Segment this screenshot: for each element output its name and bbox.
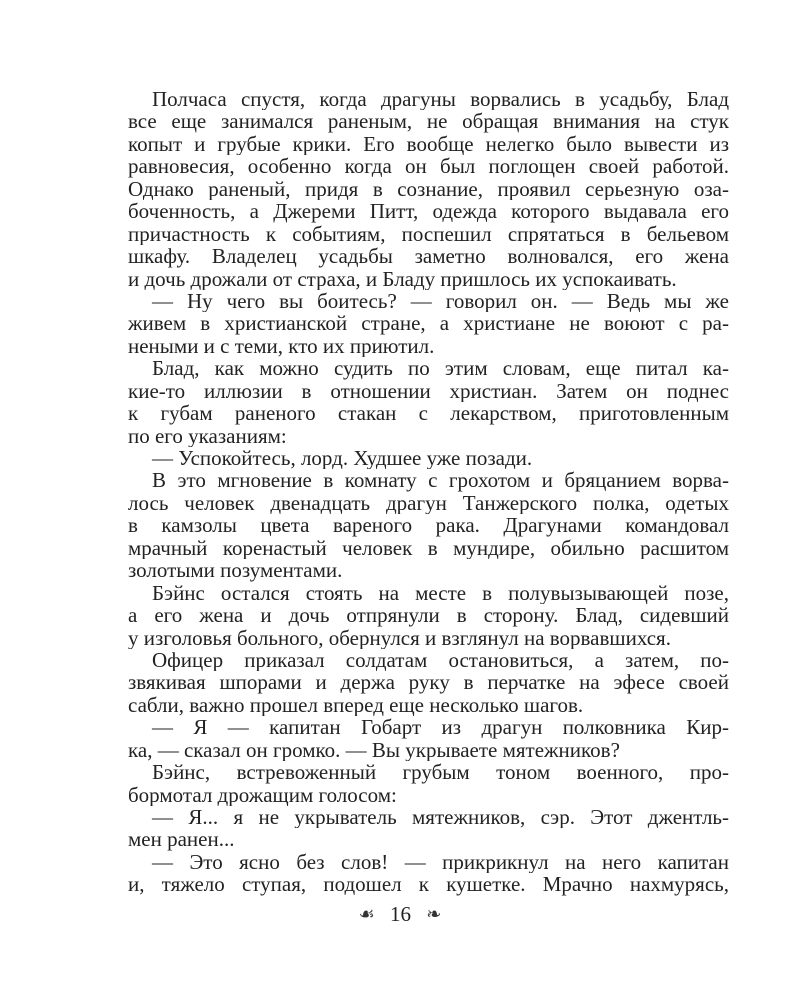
text-line: неными и с теми, кто их приютил. [128, 334, 435, 358]
text-line: по его указаниям: [128, 424, 287, 447]
text-line: лось человек двенадцать драгун Танжерского полка, одетых [128, 491, 729, 515]
text-line: Бэйнс, встревоженный грубым тоном военного, про- [152, 761, 729, 784]
paragraph [128, 88, 729, 290]
text-line: сабли, важно прошел вперед еще несколько шагов. [128, 693, 584, 717]
text-line: живем в христианской стране, а христиане не воюют с ра- [128, 312, 729, 335]
paragraph [128, 806, 729, 851]
page-number: 16 [390, 901, 412, 926]
text-line: — Я — капитан Гобарт из драгун полковника Кир- [152, 716, 729, 739]
text-line: — Ну чего вы боитесь? — говорил он. — Ведь мы же [152, 289, 729, 313]
text-line: — Успокойтесь, лорд. Худшее уже позади. [152, 447, 533, 470]
text-line: и, тяжело ступая, подошел к кушетке. Мрачно нахмурясь, [128, 873, 729, 896]
text-line: бормотал дрожащим голосом: [128, 783, 397, 806]
paragraph [128, 290, 729, 357]
text-line: шкафу. Владелец усадьбы заметно волновался, его жена [128, 245, 729, 268]
text-line: ка, — сказал он громко. — Вы укрываете мятежников? [128, 738, 620, 762]
text-line: боченность, а Джереми Питт, одежда которого выдавала его [128, 200, 729, 223]
text-line: В это мгновение в комнату с грохотом и бряцанием ворва- [152, 469, 729, 492]
text-line: а его жена и дочь отпрянули в сторону. Блад, сидевший [128, 604, 729, 627]
text-line: мрачный коренастый человек в мундире, обильно расшитом [128, 536, 729, 560]
paragraph [128, 357, 729, 447]
text-line: Однако раненый, придя в сознание, проявил серьезную оза- [128, 177, 729, 201]
text-line: кие-то иллюзии в отношении христиан. Затем он поднес [128, 379, 729, 403]
text-line: в камзолы цвета вареного рака. Драгунами командовал [128, 514, 729, 537]
text-line: к губам раненого стакан с лекарством, приготовленным [128, 402, 729, 425]
paragraph [128, 761, 729, 806]
text-line: равновесия, особенно когда он был поглощен своей работой. [128, 155, 729, 178]
paragraph [128, 716, 729, 761]
text-line: мен ранен... [128, 828, 235, 851]
text-line: золотыми позументами. [128, 559, 343, 582]
text-line: все еще занимался раненым, не обращая внимания на стук [128, 110, 729, 133]
text-line: у изголовья больного, обернулся и взглянул на ворвавшихся. [128, 626, 671, 649]
paragraph [128, 649, 729, 716]
text-line: — Это ясно без слов! — прикрикнул на него капитан [152, 850, 729, 874]
text-line: и дочь дрожали от страха, и Бладу пришлось их успокаивать. [128, 267, 677, 290]
page-footer [0, 900, 800, 927]
text-line: Полчаса спустя, когда драгуны ворвались в усадьбу, Блад [152, 88, 729, 111]
paragraph [128, 851, 729, 896]
right-ornament-icon: ❧ [426, 903, 442, 925]
paragraph [128, 469, 729, 581]
text-line: Бэйнс остался стоять на месте в полувызывающей позе, [152, 581, 729, 605]
text-line: звякивая шпорами и держа руку в перчатке на эфесе своей [128, 671, 729, 694]
paragraph [128, 447, 729, 469]
left-ornament-icon: ☙ [358, 903, 375, 925]
text-line: Блад, как можно судить по этим словам, еще питал ка- [152, 357, 729, 380]
text-line: причастность к событиям, поспешил спрятаться в бельевом [128, 222, 729, 246]
text-line: копыт и грубые крики. Его вообще нелегко было вывести из [128, 132, 729, 156]
text-line: — Я... я не укрыватель мятежников, сэр. Этот джентль- [152, 806, 729, 829]
text-line: Офицер приказал солдатам остановиться, а затем, по- [152, 648, 729, 672]
page-body-text [128, 88, 729, 896]
paragraph [128, 582, 729, 649]
